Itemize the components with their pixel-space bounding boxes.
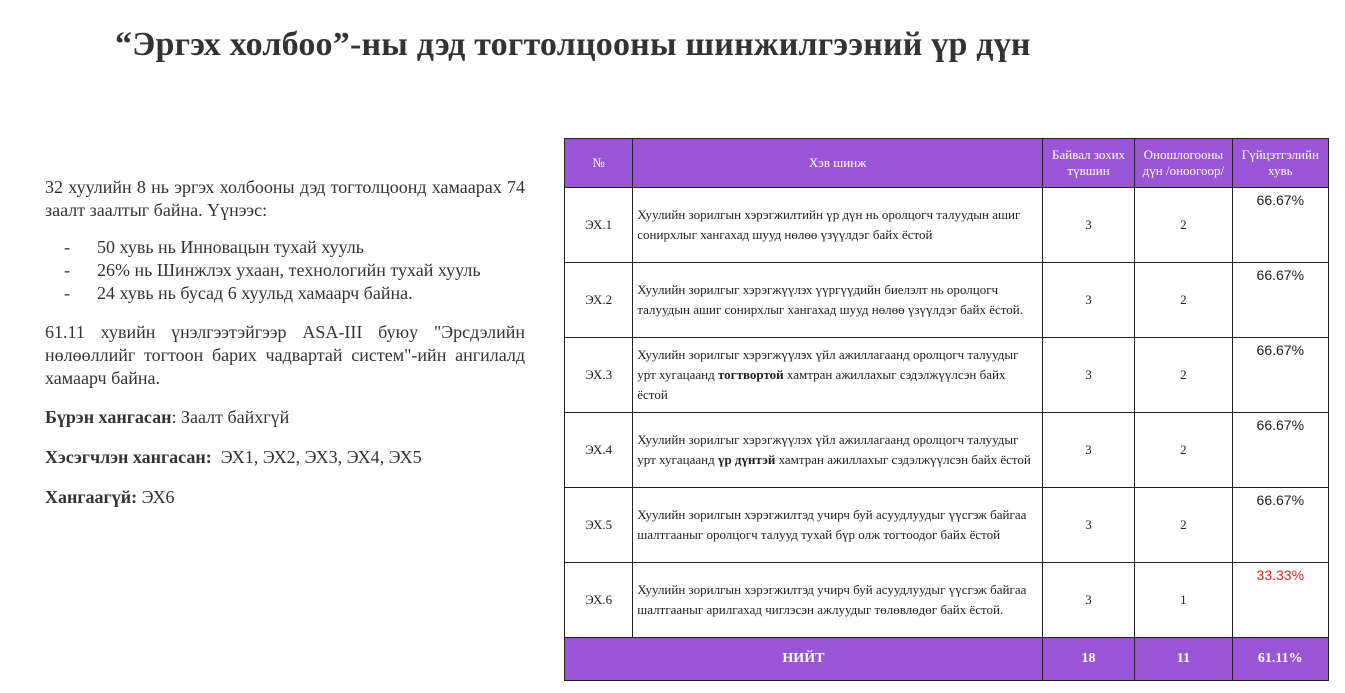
table-row [565, 563, 1329, 638]
list-item: - 50 хувь нь Инновацын тухай хууль [64, 237, 364, 257]
row-description: Хуулийн зорилгыг хэрэгжүүлэх үйл ажиллагаанд оролцогч талуудыг урт хугацаанд үр дүнтэй хамтран ажиллахыг сэдэлжүүлсэн байх ёстой [633, 413, 1043, 488]
table-row [565, 488, 1329, 563]
row-percent: 66.67% [1232, 488, 1328, 563]
row-description: Хуулийн зорилгын хэрэгжилтэд учирч буй асуудлуудыг үүсгэж байгаа шалтгааныг арилгахад чиглэсэн ажлуудыг төлөвлөдөг байх ёстой. [633, 563, 1043, 638]
non-compliance-line [45, 486, 525, 509]
row-number: ЭХ.3 [565, 338, 633, 413]
row-percent: 66.67% [1232, 338, 1328, 413]
list-item: - 26% нь Шинжлэх ухаан, технологийн тухай хууль [64, 260, 481, 280]
partial-value: ЭХ1, ЭХ2, ЭХ3, ЭХ4, ЭХ5 [220, 447, 422, 467]
table-header-row [565, 139, 1329, 188]
row-target: 3 [1042, 563, 1134, 638]
header-target-level: Байвал зохих түвшин [1042, 139, 1134, 188]
total-label: НИЙТ [565, 638, 1043, 681]
table-row [565, 338, 1329, 413]
row-score: 2 [1135, 188, 1232, 263]
header-diagnosis-score: Оношлогооны дүн /оноогоор/ [1135, 139, 1232, 188]
header-feature: Хэв шинж [633, 139, 1043, 188]
row-percent: 66.67% [1232, 413, 1328, 488]
partial-compliance-line [45, 446, 525, 469]
row-number: ЭХ.4 [565, 413, 633, 488]
table-total-row [565, 638, 1329, 681]
row-percent: 33.33% [1232, 563, 1328, 638]
row-score: 2 [1135, 413, 1232, 488]
full-compliance-line [45, 406, 525, 429]
rating-paragraph: 61.11 хувийн үнэлгээтэйгээр ASA-III буюу "Эрсдэлийн нөлөөллийг тогтоон барих чадвартай систем"-ийн ангилалд хамаарч байна. [45, 322, 525, 388]
row-score: 2 [1135, 338, 1232, 413]
total-score: 11 [1135, 638, 1232, 681]
intro-paragraph: 32 хуулийн 8 нь эргэх холбооны дэд тогтолцоонд хамаарах 74 заалт заалтыг байна. Үүнээс: [45, 177, 525, 220]
assessment-table [564, 138, 1329, 681]
distribution-list [45, 236, 525, 305]
full-value: : Заалт байхгүй [171, 407, 290, 427]
row-target: 3 [1042, 188, 1134, 263]
table-row [565, 188, 1329, 263]
row-description: Хуулийн зорилгыг хэрэгжүүлэх үйл ажиллагаанд оролцогч талуудыг урт хугацаанд тогтвортой хамтран ажиллахыг сэдэлжүүлсэн байх ёстой [633, 338, 1043, 413]
row-target: 3 [1042, 413, 1134, 488]
row-percent: 66.67% [1232, 188, 1328, 263]
none-label: Хангаагүй: [45, 487, 138, 507]
row-number: ЭХ.5 [565, 488, 633, 563]
none-value: ЭХ6 [141, 487, 175, 507]
total-target: 18 [1042, 638, 1134, 681]
row-number: ЭХ.6 [565, 563, 633, 638]
row-target: 3 [1042, 338, 1134, 413]
header-performance-percent: Гүйцэтгэлийн хувь [1232, 139, 1328, 188]
total-percent: 61.11% [1232, 638, 1328, 681]
row-number: ЭХ.1 [565, 188, 633, 263]
row-percent: 66.67% [1232, 263, 1328, 338]
table-row [565, 413, 1329, 488]
partial-label: Хэсэгчлэн хангасан: [45, 447, 212, 467]
row-description: Хуулийн зорилгыг хэрэгжүүлэх үүргүүдийн биелэлт нь оролцогч талуудын ашиг сонирхлыг хангахад шууд нөлөө үзүүлдэг байх ёстой. [633, 263, 1043, 338]
row-description: Хуулийн зорилгын хэрэгжилтэд учирч буй асуудлуудыг үүсгэж байгаа шалтгааныг оролцогч талууд тухай бүр олж тогтоодог байх ёстой [633, 488, 1043, 563]
full-label: Бүрэн хангасан [45, 407, 172, 427]
row-description: Хуулийн зорилгын хэрэгжилтийн үр дүн нь оролцогч талуудын ашиг сонирхлыг хангахад шууд нөлөө үзүүлдэг байх ёстой [633, 188, 1043, 263]
list-item: - 24 хувь нь бусад 6 хуульд хамаарч байна. [64, 283, 413, 303]
summary-panel [45, 176, 525, 526]
row-score: 2 [1135, 263, 1232, 338]
page-title: “Эргэх холбоо”-ны дэд тогтолцооны шинжилгээний үр дүн [115, 26, 1031, 63]
row-target: 3 [1042, 263, 1134, 338]
header-number: № [565, 139, 633, 188]
row-number: ЭХ.2 [565, 263, 633, 338]
table-row [565, 263, 1329, 338]
row-target: 3 [1042, 488, 1134, 563]
row-score: 2 [1135, 488, 1232, 563]
row-score: 1 [1135, 563, 1232, 638]
